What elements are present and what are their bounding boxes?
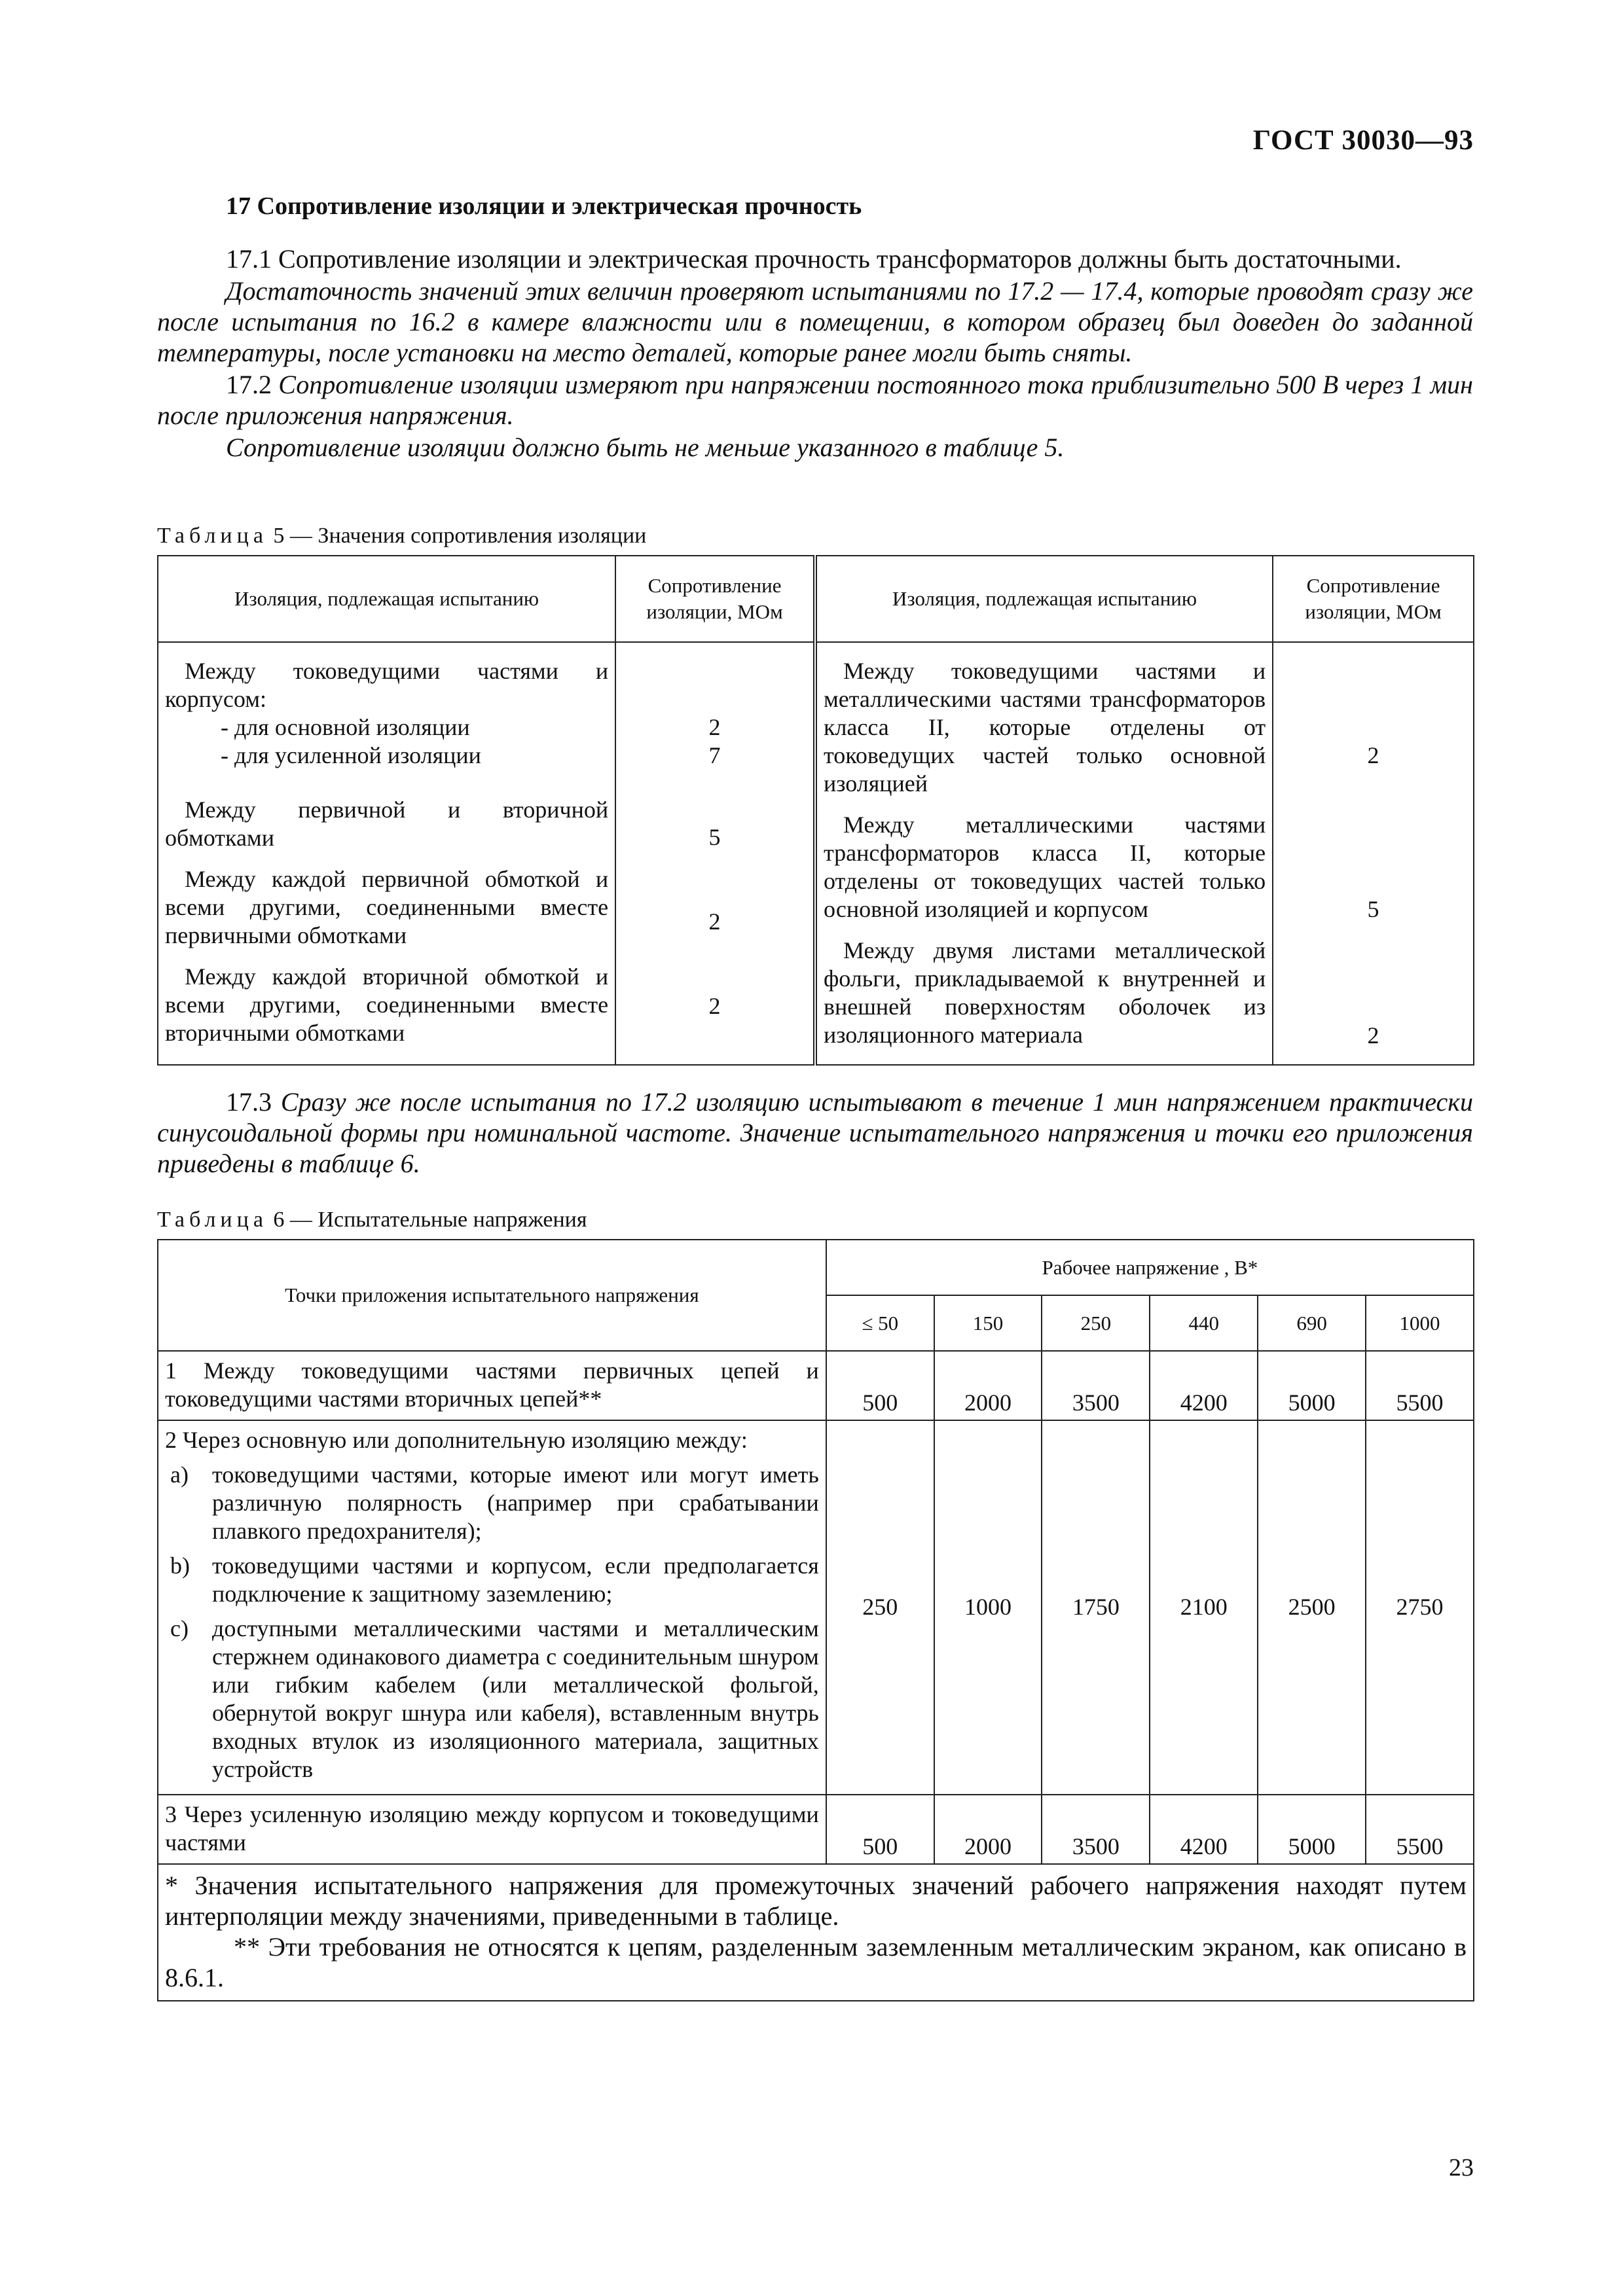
list-item: Между каждой вторичной обмоткой и всеми другими, соединенными вместе вторичными обмотками — [165, 963, 609, 1046]
resistance-value: 2 — [708, 908, 721, 935]
row-title: 2 Через основную или дополнительную изоляцию между: — [165, 1426, 748, 1453]
paragraph-17-3-block — [157, 1086, 1473, 1180]
test-voltage-value: 2750 — [1366, 1420, 1474, 1795]
resistance-value: 2 — [1367, 1022, 1379, 1049]
test-voltage-value: 2000 — [934, 1351, 1042, 1420]
test-voltage-value: 2000 — [934, 1795, 1042, 1864]
list-item — [165, 1615, 819, 1784]
test-voltage-value: 4200 — [1150, 1351, 1258, 1420]
resistance-value: 2 — [1367, 742, 1379, 768]
item-label: c) — [170, 1615, 189, 1641]
test-voltage-value: 2100 — [1150, 1420, 1258, 1795]
clause-number: 17.3 — [226, 1087, 272, 1117]
left-descriptions — [158, 642, 615, 1065]
table-notes-row — [158, 1864, 1474, 2001]
right-values — [1273, 642, 1474, 1065]
table-body-row — [158, 642, 1474, 1065]
paragraph-17-1: 17.1 Сопротивление изоляции и электрическая прочность трансформаторов должны быть достаточными. — [226, 244, 1402, 274]
test-voltage-table — [157, 1239, 1474, 2001]
resistance-value: 7 — [708, 742, 721, 768]
test-voltage-value: 3500 — [1042, 1795, 1150, 1864]
footnote-interpolation: * Значения испытательного напряжения для промежуточных значений рабочего напряжения находят путем интерполяции между значениями, приведенными в таблице. — [165, 1870, 1467, 1931]
resistance-value: 2 — [708, 993, 721, 1019]
list-item: Между каждой первичной обмоткой и всеми другими, соединенными вместе первичными обмотками — [165, 866, 609, 948]
table6-caption — [157, 1208, 587, 1232]
caption-word: Таблица — [157, 1208, 268, 1232]
list-item — [165, 1461, 819, 1545]
voltage-header: 250 — [1042, 1295, 1150, 1351]
list-item: Между металлическими частями трансформаторов класса II, которые отделены от токоведущих частей только основной изоляцией и корпусом — [823, 812, 1266, 922]
insulation-resistance-table — [157, 555, 1474, 1066]
table5-caption — [157, 524, 646, 548]
footnote-screen: ** Эти требования не относятся к цепям, разделенным заземленным металлическим экраном, как описано в 8.6.1. — [165, 1931, 1467, 1992]
test-voltage-value: 4200 — [1150, 1795, 1258, 1864]
voltage-header: ≤ 50 — [826, 1295, 934, 1351]
voltage-header: 690 — [1258, 1295, 1366, 1351]
paragraph-17-2-note: Сопротивление изоляции должно быть не меньше указанного в таблице 5. — [226, 433, 1065, 462]
paragraph-17-3 — [157, 1086, 1473, 1179]
header-insulation: Изоляция, подлежащая испытанию — [158, 556, 615, 642]
table-header-row — [158, 1240, 1474, 1295]
right-descriptions — [815, 642, 1273, 1065]
table-notes — [158, 1864, 1474, 2001]
test-voltage-value: 5000 — [1258, 1351, 1366, 1420]
page-number: 23 — [1449, 2154, 1474, 2181]
test-voltage-value: 250 — [826, 1420, 934, 1795]
row-description: 3 Через усиленную изоляцию между корпусом и токоведущими частями — [158, 1795, 826, 1864]
header-insulation: Изоляция, подлежащая испытанию — [815, 556, 1273, 642]
test-voltage-value: 1000 — [934, 1420, 1042, 1795]
table-row — [158, 1795, 1474, 1864]
test-voltage-value: 5500 — [1366, 1351, 1474, 1420]
list-item: Между токоведущими частями и металлическими частями трансформаторов класса II, которые отделены от токоведущих частей только основной изоляцией — [823, 658, 1266, 797]
item-text: доступными металлическими частями и металлическим стержнем одинакового диаметра с соединительным шнуром или гибким кабелем (или металлической фольгой, обернутой вокруг шнура или кабеля), вставленным внутрь входных втулок из изоляционного материала, защитных устройств — [212, 1615, 819, 1782]
resistance-value: 5 — [708, 824, 721, 850]
voltage-header: 440 — [1150, 1295, 1258, 1351]
test-voltage-value: 500 — [826, 1795, 934, 1864]
item-label: a) — [170, 1461, 189, 1488]
voltage-header: 150 — [934, 1295, 1042, 1351]
header-working-voltage: Рабочее напряжение , В* — [826, 1240, 1474, 1295]
table-header-row — [158, 556, 1474, 642]
list-item: Между токоведущими частями и корпусом: - для основной изоляции - для усиленной изоляции — [165, 658, 609, 768]
item-text: токоведущими частями, которые имеют или могут иметь различную полярность (например при срабатывании плавкого предохранителя); — [212, 1461, 819, 1544]
table-row — [158, 1420, 1474, 1795]
clause-text: Сопротивление изоляции измеряют при напряжении постоянного тока приблизительно 500 В через 1 мин после приложения напряжения. — [157, 370, 1474, 430]
table-row — [158, 1351, 1474, 1420]
test-voltage-value: 1750 — [1042, 1420, 1150, 1795]
test-voltage-value: 3500 — [1042, 1351, 1150, 1420]
caption-text: 6 — Испытательные напряжения — [273, 1208, 587, 1232]
test-voltage-value: 5500 — [1366, 1795, 1474, 1864]
test-voltage-value: 5000 — [1258, 1795, 1366, 1864]
item-text: токоведущими частями и корпусом, если предполагается подключение к защитному заземлению; — [212, 1552, 819, 1607]
header-points: Точки приложения испытательного напряжения — [158, 1240, 826, 1351]
standard-code: ГОСТ 30030—93 — [1252, 125, 1474, 156]
clause-number: 17.2 — [226, 370, 272, 399]
voltage-header: 1000 — [1366, 1295, 1474, 1351]
paragraph-17-1-italic: Достаточность значений этих величин проверяют испытаниями по 17.2 — 17.4, которые проводят сразу же после испытания по 16.2 в камере влажности или в помещении, в котором образец был доведен до заданной температуры, после установки на место деталей, которые ранее могли быть сняты. — [157, 276, 1473, 367]
caption-word: Таблица — [157, 524, 268, 548]
row-description: 1 Между токоведущими частями первичных цепей и токоведущими частями вторичных цепей** — [158, 1351, 826, 1420]
item-label: b) — [170, 1552, 190, 1579]
test-voltage-value: 2500 — [1258, 1420, 1366, 1795]
list-item: Между первичной и вторичной обмотками — [165, 797, 609, 851]
section-heading: 17 Сопротивление изоляции и электрическая прочность — [226, 192, 862, 220]
row-description — [158, 1420, 826, 1795]
left-values — [615, 642, 815, 1065]
caption-text: 5 — Значения сопротивления изоляции — [273, 524, 647, 548]
resistance-value: 5 — [1367, 896, 1379, 922]
header-resistance: Сопротивление изоляции, МОм — [1273, 556, 1474, 642]
header-resistance: Сопротивление изоляции, МОм — [615, 556, 815, 642]
paragraph-17-2 — [157, 369, 1473, 431]
resistance-value: 2 — [708, 714, 721, 740]
list-item — [165, 1552, 819, 1608]
clause-text: Сразу же после испытания по 17.2 изоляцию испытывают в течение 1 мин напряжением практически синусоидальной формы при номинальной частоте. Значение испытательного напряжения и точки его приложения приведены в таблице 6. — [157, 1087, 1474, 1178]
test-voltage-value: 500 — [826, 1351, 934, 1420]
list-item: Между двумя листами металлической фольги, прикладываемой к внутренней и внешней поверхностям оболочек из изоляционного материала — [823, 937, 1266, 1048]
intro-text — [157, 243, 1473, 464]
